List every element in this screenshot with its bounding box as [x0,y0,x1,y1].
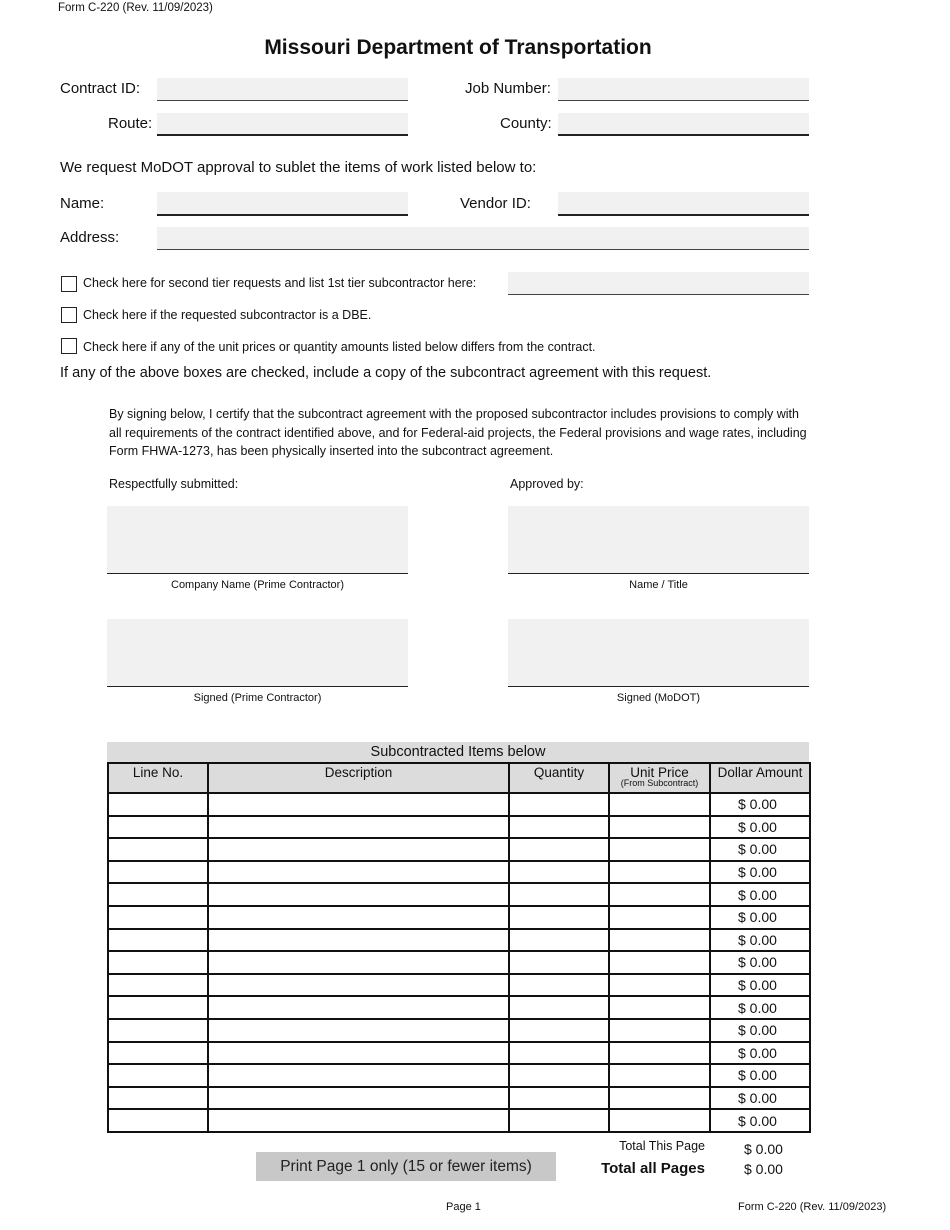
quantity-cell[interactable] [509,1109,609,1132]
table-row [108,793,810,816]
table-row [108,816,810,839]
unit-price-cell[interactable] [609,861,710,884]
line-no-cell[interactable] [108,838,208,861]
table-row [108,1064,810,1087]
second-tier-label: Check here for second tier requests and list 1st tier subcontractor here: [83,276,477,290]
table-row [108,974,810,997]
quantity-cell[interactable] [509,974,609,997]
quantity-cell[interactable] [509,906,609,929]
dollar-amount-cell: $ 0.00 [710,974,810,997]
first-tier-subcontractor-field[interactable] [508,272,809,295]
unit-price-cell[interactable] [609,1064,710,1087]
table-row [108,929,810,952]
items-table [107,762,811,1133]
dollar-amount-cell: $ 0.00 [710,1109,810,1132]
boxes-note: If any of the above boxes are checked, include a copy of the subcontract agreement with this request. [60,365,712,381]
contract-id-field[interactable] [157,78,408,101]
unit-price-cell[interactable] [609,929,710,952]
job-number-field[interactable] [558,78,809,101]
total-all-pages-value: $ 0.00 [744,1161,783,1177]
vendor-id-label: Vendor ID: [460,195,531,212]
description-cell[interactable] [208,951,509,974]
quantity-cell[interactable] [509,861,609,884]
line-no-cell[interactable] [108,883,208,906]
table-row [108,861,810,884]
vendor-id-field[interactable] [558,192,809,216]
approved-by-label: Approved by: [510,477,584,491]
description-cell[interactable] [208,929,509,952]
quantity-cell[interactable] [509,951,609,974]
unit-price-header-label: Unit Price [630,765,689,780]
signed-prime-caption: Signed (Prime Contractor) [193,692,322,704]
prime-contractor-signature-box[interactable] [107,619,408,687]
quantity-cell[interactable] [509,1019,609,1042]
line-no-cell[interactable] [108,974,208,997]
unit-price-cell[interactable] [609,1042,710,1065]
unit-price-cell[interactable] [609,1109,710,1132]
unit-price-cell[interactable] [609,974,710,997]
line-no-cell[interactable] [108,929,208,952]
dollar-amount-header: Dollar Amount [710,763,810,793]
description-cell[interactable] [208,974,509,997]
table-row [108,951,810,974]
quantity-cell[interactable] [509,996,609,1019]
dollar-amount-cell: $ 0.00 [710,861,810,884]
description-header: Description [208,763,509,793]
description-cell[interactable] [208,996,509,1019]
table-row [108,838,810,861]
line-no-cell[interactable] [108,1087,208,1110]
job-number-label: Job Number: [465,80,551,97]
line-no-cell[interactable] [108,861,208,884]
unit-price-cell[interactable] [609,838,710,861]
unit-price-header [609,763,710,793]
description-cell[interactable] [208,861,509,884]
page-number: Page 1 [446,1201,481,1213]
items-table-caption: Subcontracted Items below [107,742,809,762]
name-title-signature-box[interactable] [508,506,809,574]
line-no-cell[interactable] [108,1109,208,1132]
price-differs-checkbox[interactable] [61,338,77,354]
form-id-footer: Form C-220 (Rev. 11/09/2023) [738,1201,887,1213]
dollar-amount-cell: $ 0.00 [710,1064,810,1087]
dollar-amount-cell: $ 0.00 [710,996,810,1019]
certification-text: By signing below, I certify that the subcontract agreement with the proposed subcontractor includes provisions to comply with all requirements of the contract identified above, and for Federal-aid projects, the Federal provisions and wage rates, including Form FHWA-1273, has been physically inserted into the subcontract agreement. [109,407,807,458]
line-no-cell[interactable] [108,793,208,816]
description-cell[interactable] [208,1109,509,1132]
table-row [108,1042,810,1065]
quantity-cell[interactable] [509,793,609,816]
quantity-cell[interactable] [509,929,609,952]
description-cell[interactable] [208,1087,509,1110]
signed-modot-caption: Signed (MoDOT) [616,692,701,704]
route-field[interactable] [157,113,408,136]
dbe-label: Check here if the requested subcontractor is a DBE. [83,308,372,322]
price-differs-label: Check here if any of the unit prices or quantity amounts listed below differs from the contract. [83,340,596,354]
description-cell[interactable] [208,906,509,929]
total-all-pages-label: Total all Pages [601,1160,705,1177]
unit-price-cell[interactable] [609,816,710,839]
request-text: We request MoDOT approval to sublet the items of work listed below to: [60,159,537,176]
print-page-button[interactable]: Print Page 1 only (15 or fewer items) [256,1152,556,1181]
unit-price-cell[interactable] [609,883,710,906]
dollar-amount-cell: $ 0.00 [710,1019,810,1042]
quantity-header: Quantity [509,763,609,793]
unit-price-cell[interactable] [609,951,710,974]
total-this-page-value: $ 0.00 [744,1141,783,1157]
line-no-cell[interactable] [108,1064,208,1087]
dollar-amount-cell: $ 0.00 [710,906,810,929]
quantity-cell[interactable] [509,1087,609,1110]
second-tier-checkbox[interactable] [61,276,77,292]
company-name-signature-box[interactable] [107,506,408,574]
line-no-cell[interactable] [108,1019,208,1042]
table-row [108,996,810,1019]
unit-price-cell[interactable] [609,996,710,1019]
dbe-checkbox[interactable] [61,307,77,323]
dollar-amount-cell: $ 0.00 [710,793,810,816]
unit-price-cell[interactable] [609,793,710,816]
name-label: Name: [60,195,105,212]
table-row [108,883,810,906]
respectfully-submitted-label: Respectfully submitted: [109,477,239,491]
address-field[interactable] [157,227,809,250]
unit-price-cell[interactable] [609,1087,710,1110]
description-cell[interactable] [208,1019,509,1042]
contract-id-label: Contract ID: [60,80,141,97]
company-name-caption: Company Name (Prime Contractor) [171,579,344,591]
table-row [108,1109,810,1132]
line-no-cell[interactable] [108,996,208,1019]
dollar-amount-cell: $ 0.00 [710,883,810,906]
line-no-cell[interactable] [108,1042,208,1065]
line-no-cell[interactable] [108,951,208,974]
unit-price-cell[interactable] [609,1019,710,1042]
route-label: Route: [108,115,153,132]
line-no-cell[interactable] [108,906,208,929]
description-cell[interactable] [208,838,509,861]
total-this-page-label: Total This Page [619,1139,705,1153]
unit-price-header-sub: (From Subcontract) [620,778,699,788]
table-row [108,906,810,929]
dollar-amount-cell: $ 0.00 [710,1042,810,1065]
quantity-cell[interactable] [509,838,609,861]
table-row [108,1087,810,1110]
dollar-amount-cell: $ 0.00 [710,816,810,839]
description-cell[interactable] [208,1064,509,1087]
quantity-cell[interactable] [509,1042,609,1065]
quantity-cell[interactable] [509,883,609,906]
modot-signature-box[interactable] [508,619,809,687]
county-label: County: [500,115,552,132]
table-row [108,1019,810,1042]
name-title-caption: Name / Title [629,579,688,591]
dollar-amount-cell: $ 0.00 [710,929,810,952]
county-field[interactable] [558,113,809,136]
unit-price-cell[interactable] [609,906,710,929]
dollar-amount-cell: $ 0.00 [710,1087,810,1110]
quantity-cell[interactable] [509,816,609,839]
description-cell[interactable] [208,793,509,816]
description-cell[interactable] [208,1042,509,1065]
dollar-amount-cell: $ 0.00 [710,838,810,861]
name-field[interactable] [157,192,408,216]
page-title: Missouri Department of Transportation [264,36,652,59]
form-id-top: Form C-220 (Rev. 11/09/2023) [58,2,213,14]
quantity-cell[interactable] [509,1064,609,1087]
dollar-amount-cell: $ 0.00 [710,951,810,974]
address-label: Address: [60,229,120,246]
description-cell[interactable] [208,883,509,906]
line-no-cell[interactable] [108,816,208,839]
description-cell[interactable] [208,816,509,839]
line-no-header: Line No. [108,763,208,793]
